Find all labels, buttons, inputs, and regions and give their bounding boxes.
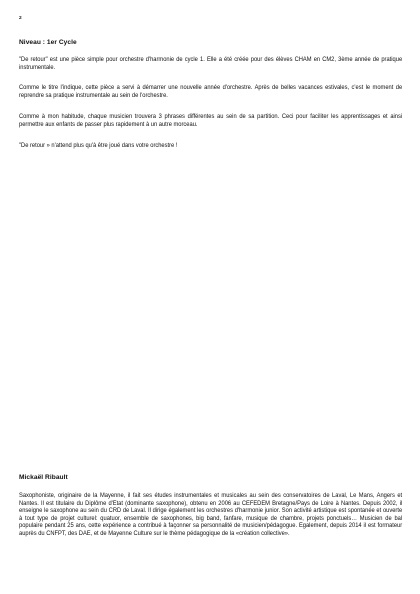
- intro-paragraph-3: Comme à mon habitude, chaque musicien trouvera 3 phrases différentes au sein de sa partition. Ceci pour faciliter les apprentissages et ainsi permettre aux enfants de passer plus rapidement à un autre morceau.: [19, 113, 403, 128]
- intro-paragraph-1: "De retour" est une pièce simple pour orchestre d'harmonie de cycle 1. Elle a été créée pour des élèves CHAM en CM2, 3ème année de pratique instrumentale.: [19, 56, 403, 71]
- intro-paragraph-2: Comme le titre l'indique, cette pièce a servi à démarrer une nouvelle année d'orchestre. Après de belles vacances estivales, c'est le moment de reprendre sa pratique instrumentale au sein de l'orchestre.: [19, 84, 403, 99]
- author-biography: Saxophoniste, originaire de la Mayenne, il fait ses études instrumentales et musicales au sein des conservatoires de Laval, Le Mans, Angers et Nantes. Il est titulaire du Diplôme d'Etat (dominante saxophone), obtenu en 2006 au CEFEDEM Bretagne/Pays de Loire à Nantes. Depuis 2002, il enseigne le saxophone au sein du CRD de Laval. Il dirige également les orchestres d'harmonie junior. Son activité artistique est spontanée et ouverte à tout type de projet culturel: quatuor, ensemble de saxophones, big band, fanfare, musique de chambre, projets ponctuels… Musicien de bal populaire pendant 25 ans, cette expérience a contribué à façonner sa personnalité de musicien/pédagogue. Egalement, depuis 2014 il est formateur auprès du CNFPT, des DAE, et de Mayenne Culture sur le thème pédagogique de la «création collective».: [19, 492, 403, 537]
- level-heading: Niveau : 1er Cycle: [19, 39, 77, 46]
- author-heading: Mickaël Ribault: [19, 474, 68, 481]
- page-number: 2: [19, 16, 22, 21]
- intro-paragraph-4: "De retour » n'attend plus qu'à être joué dans votre orchestre !: [19, 142, 178, 149]
